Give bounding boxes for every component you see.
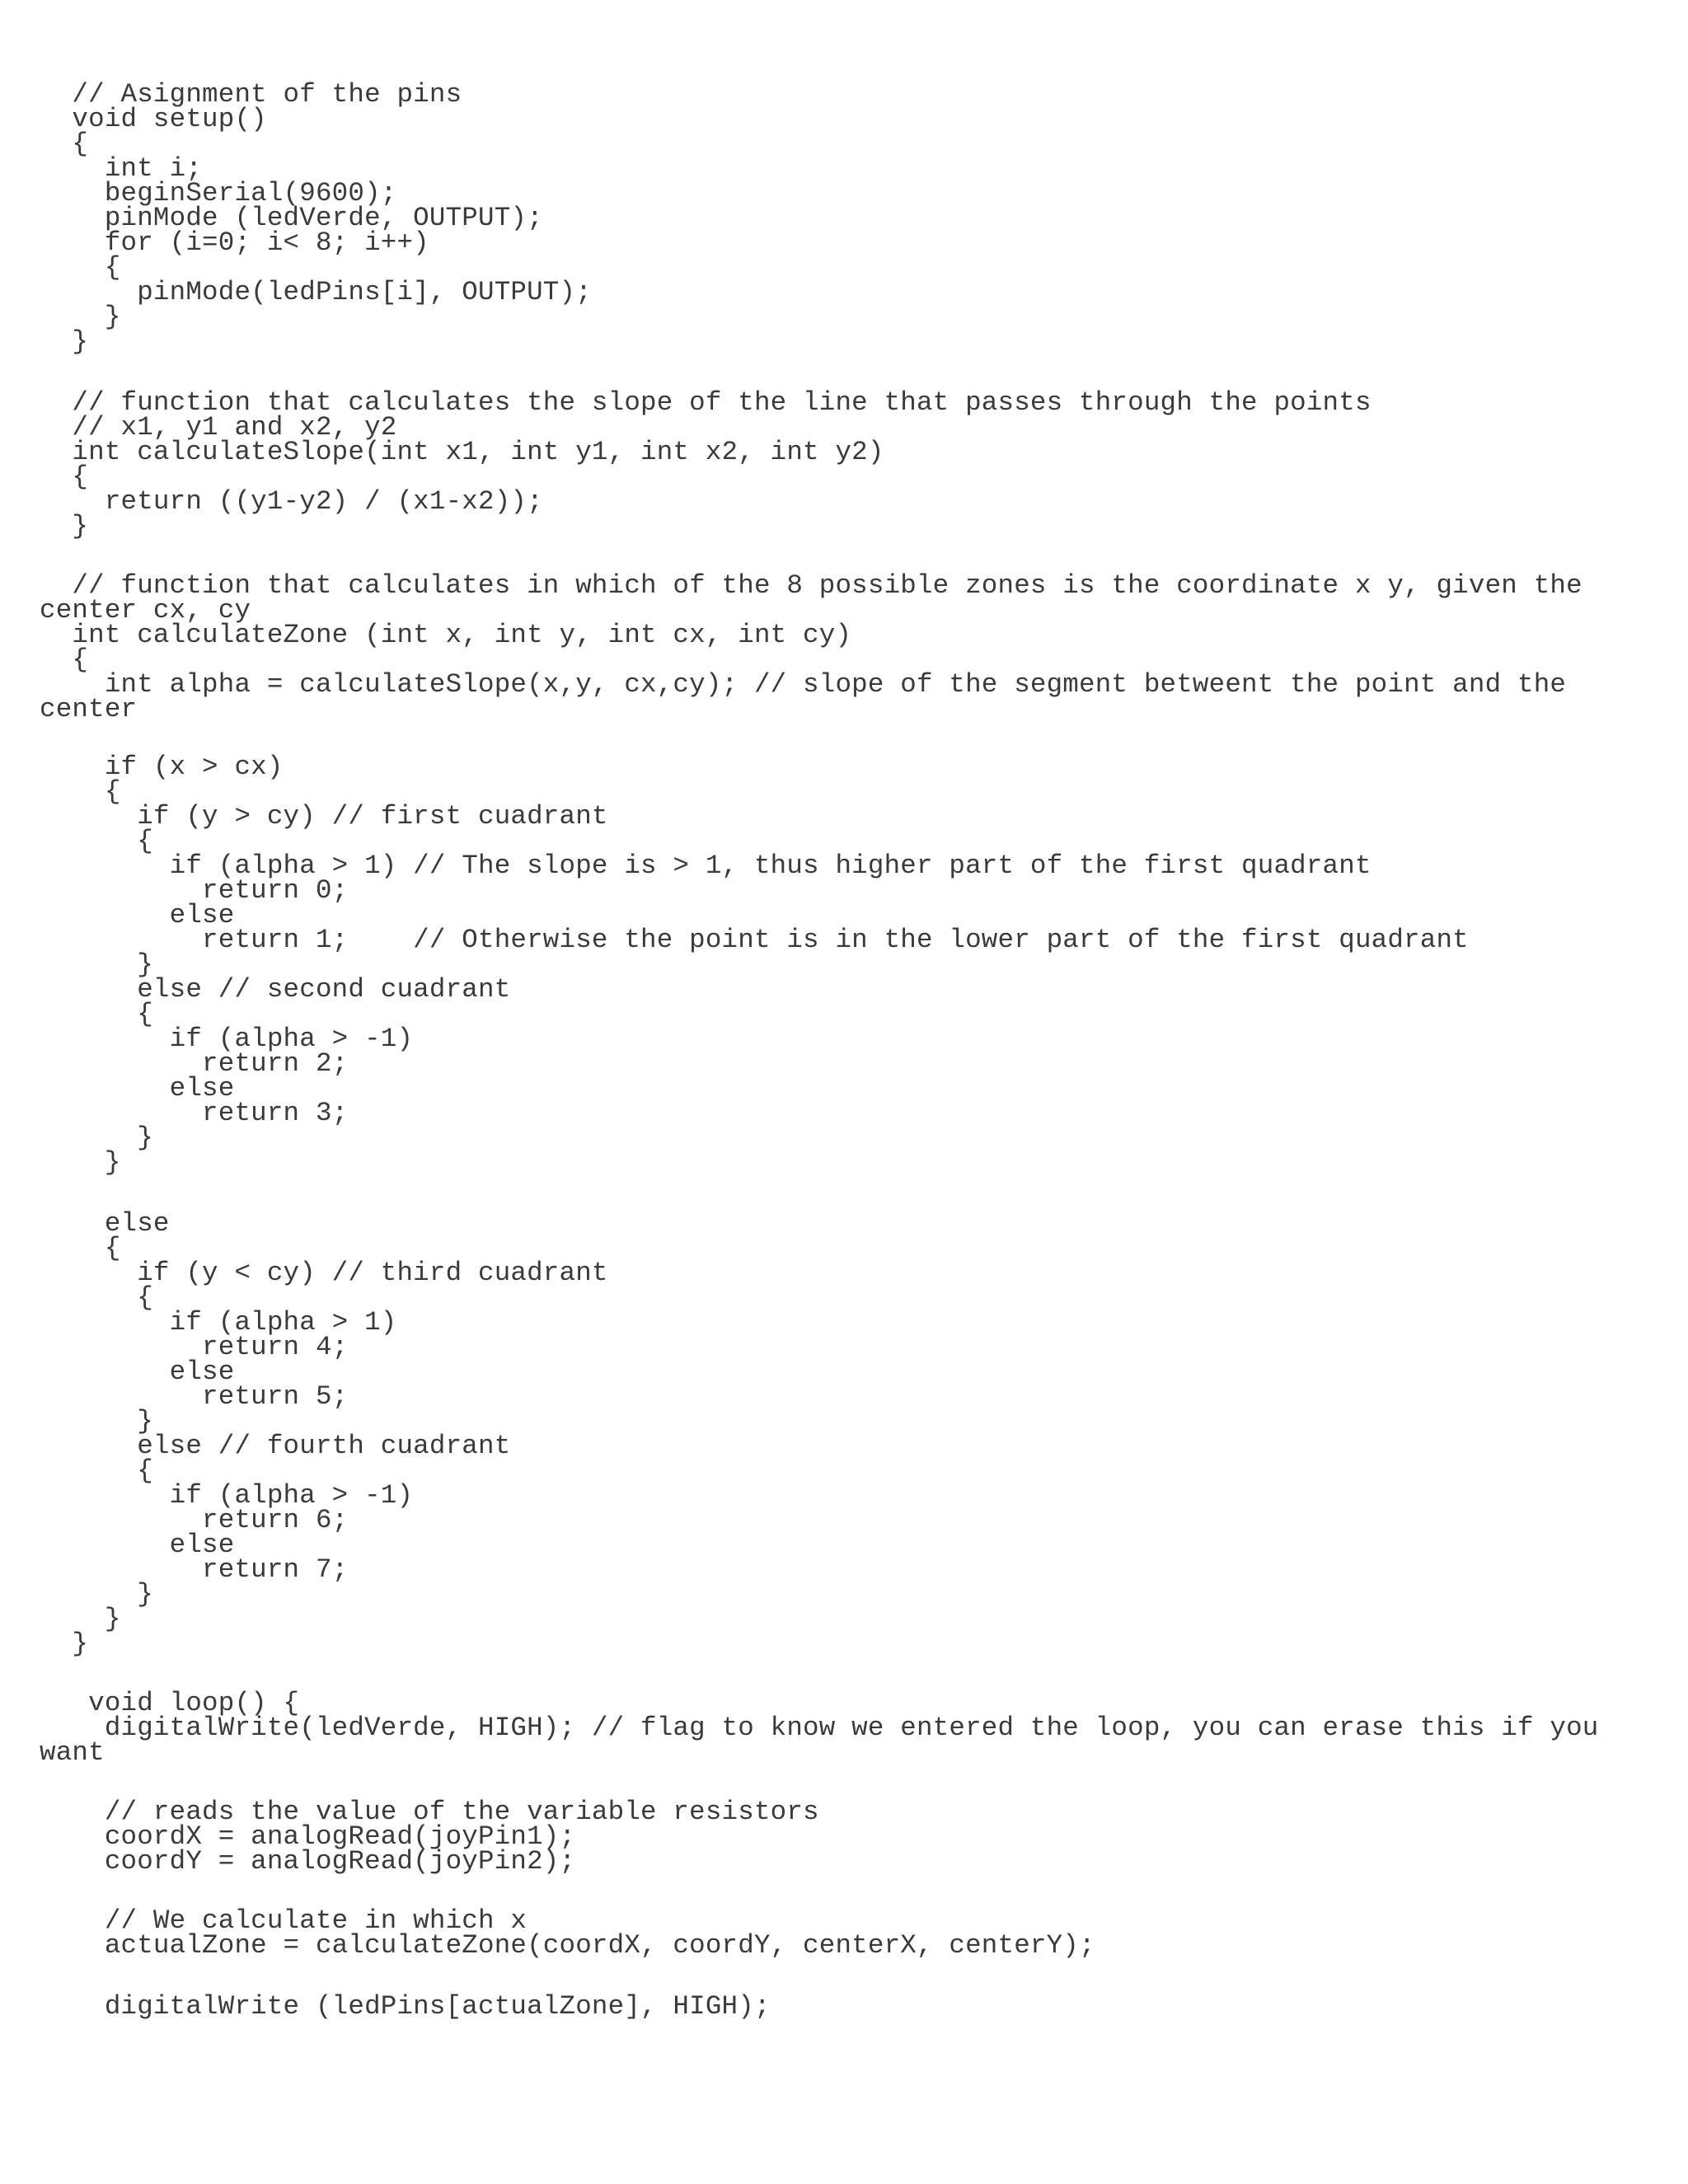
code-line: } bbox=[40, 1406, 153, 1436]
code-line: return ((y1-y2) / (x1-x2)); bbox=[40, 486, 543, 517]
code-line: else bbox=[40, 1357, 235, 1387]
code-line: { bbox=[40, 776, 121, 807]
code-line: pinMode(ledPins[i], OUTPUT); bbox=[40, 277, 592, 307]
code-line: coordX = analogRead(joyPin1); bbox=[40, 1821, 576, 1852]
code-line: // function that calculates the slope of the line that passes through the points bbox=[40, 387, 1372, 418]
code-line: int calculateSlope(int x1, int y1, int x2, int y2) bbox=[40, 437, 884, 467]
code-line: else bbox=[40, 900, 235, 930]
code-line: } bbox=[40, 511, 89, 541]
code-line: // reads the value of the variable resistors bbox=[40, 1797, 819, 1827]
code-line: { bbox=[40, 462, 89, 492]
code-line: if (alpha > -1) bbox=[40, 1024, 414, 1054]
code-line: center bbox=[40, 694, 138, 724]
code-line: if (y > cy) // first cuadrant bbox=[40, 801, 608, 832]
code-line: // Asignment of the pins bbox=[40, 79, 462, 110]
code-line: int alpha = calculateSlope(x,y, cx,cy); // slope of the segment betweent the point and the bbox=[40, 669, 1567, 700]
code-line: else bbox=[40, 1208, 170, 1239]
code-line: { bbox=[40, 252, 121, 283]
code-line: void setup() bbox=[40, 104, 267, 134]
code-line: want bbox=[40, 1737, 105, 1768]
code-line: { bbox=[40, 1455, 153, 1486]
code-line: } bbox=[40, 949, 153, 980]
code-line: if (y < cy) // third cuadrant bbox=[40, 1258, 608, 1288]
code-line: } bbox=[40, 1604, 121, 1634]
code-line: return 4; bbox=[40, 1332, 349, 1362]
code-line: actualZone = calculateZone(coordX, coordY, centerX, centerY); bbox=[40, 1930, 1095, 1961]
code-line: } bbox=[40, 1147, 121, 1178]
code-line: int calculateZone (int x, int y, int cx, int cy) bbox=[40, 620, 852, 650]
code-line: return 6; bbox=[40, 1505, 349, 1535]
code-line: return 0; bbox=[40, 875, 349, 906]
code-line: { bbox=[40, 129, 89, 159]
code-line: else // fourth cuadrant bbox=[40, 1431, 511, 1461]
code-line: void loop() { bbox=[40, 1688, 300, 1718]
code-line: if (alpha > 1) // The slope is > 1, thus higher part of the first quadrant bbox=[40, 851, 1372, 881]
code-line: return 3; bbox=[40, 1098, 349, 1128]
code-line: } bbox=[40, 1122, 153, 1153]
code-line: { bbox=[40, 999, 153, 1029]
code-line: { bbox=[40, 1282, 153, 1313]
code-line: } bbox=[40, 1629, 89, 1659]
code-line: int i; bbox=[40, 153, 203, 184]
code-line: pinMode (ledVerde, OUTPUT); bbox=[40, 203, 543, 233]
code-line: for (i=0; i< 8; i++) bbox=[40, 227, 429, 258]
code-line: digitalWrite (ledPins[actualZone], HIGH); bbox=[40, 1991, 771, 2022]
code-line: } bbox=[40, 302, 121, 332]
code-line: { bbox=[40, 644, 89, 675]
code-line: return 5; bbox=[40, 1381, 349, 1412]
code-line: return 7; bbox=[40, 1554, 349, 1585]
code-line: beginSerial(9600); bbox=[40, 178, 397, 209]
code-line: center cx, cy bbox=[40, 595, 251, 626]
code-line: if (alpha > -1) bbox=[40, 1480, 414, 1511]
code-line: // function that calculates in which of the 8 possible zones is the coordinate x y, given the bbox=[40, 570, 1582, 601]
code-line: else bbox=[40, 1530, 235, 1560]
code-line: coordY = analogRead(joyPin2); bbox=[40, 1846, 576, 1877]
code-line: } bbox=[40, 326, 89, 357]
code-line: // We calculate in which x bbox=[40, 1905, 528, 1936]
code-line: // x1, y1 and x2, y2 bbox=[40, 412, 397, 443]
code-line: } bbox=[40, 1579, 153, 1610]
code-line: if (alpha > 1) bbox=[40, 1307, 397, 1338]
code-line: else // second cuadrant bbox=[40, 974, 511, 1005]
code-line: { bbox=[40, 826, 153, 856]
code-line: if (x > cx) bbox=[40, 752, 284, 782]
code-line: else bbox=[40, 1073, 235, 1104]
code-line: digitalWrite(ledVerde, HIGH); // flag to know we entered the loop, you can erase this if you bbox=[40, 1713, 1599, 1743]
code-line: return 2; bbox=[40, 1048, 349, 1079]
code-line: return 1; // Otherwise the point is in the lower part of the first quadrant bbox=[40, 925, 1469, 955]
code-line: { bbox=[40, 1233, 121, 1263]
